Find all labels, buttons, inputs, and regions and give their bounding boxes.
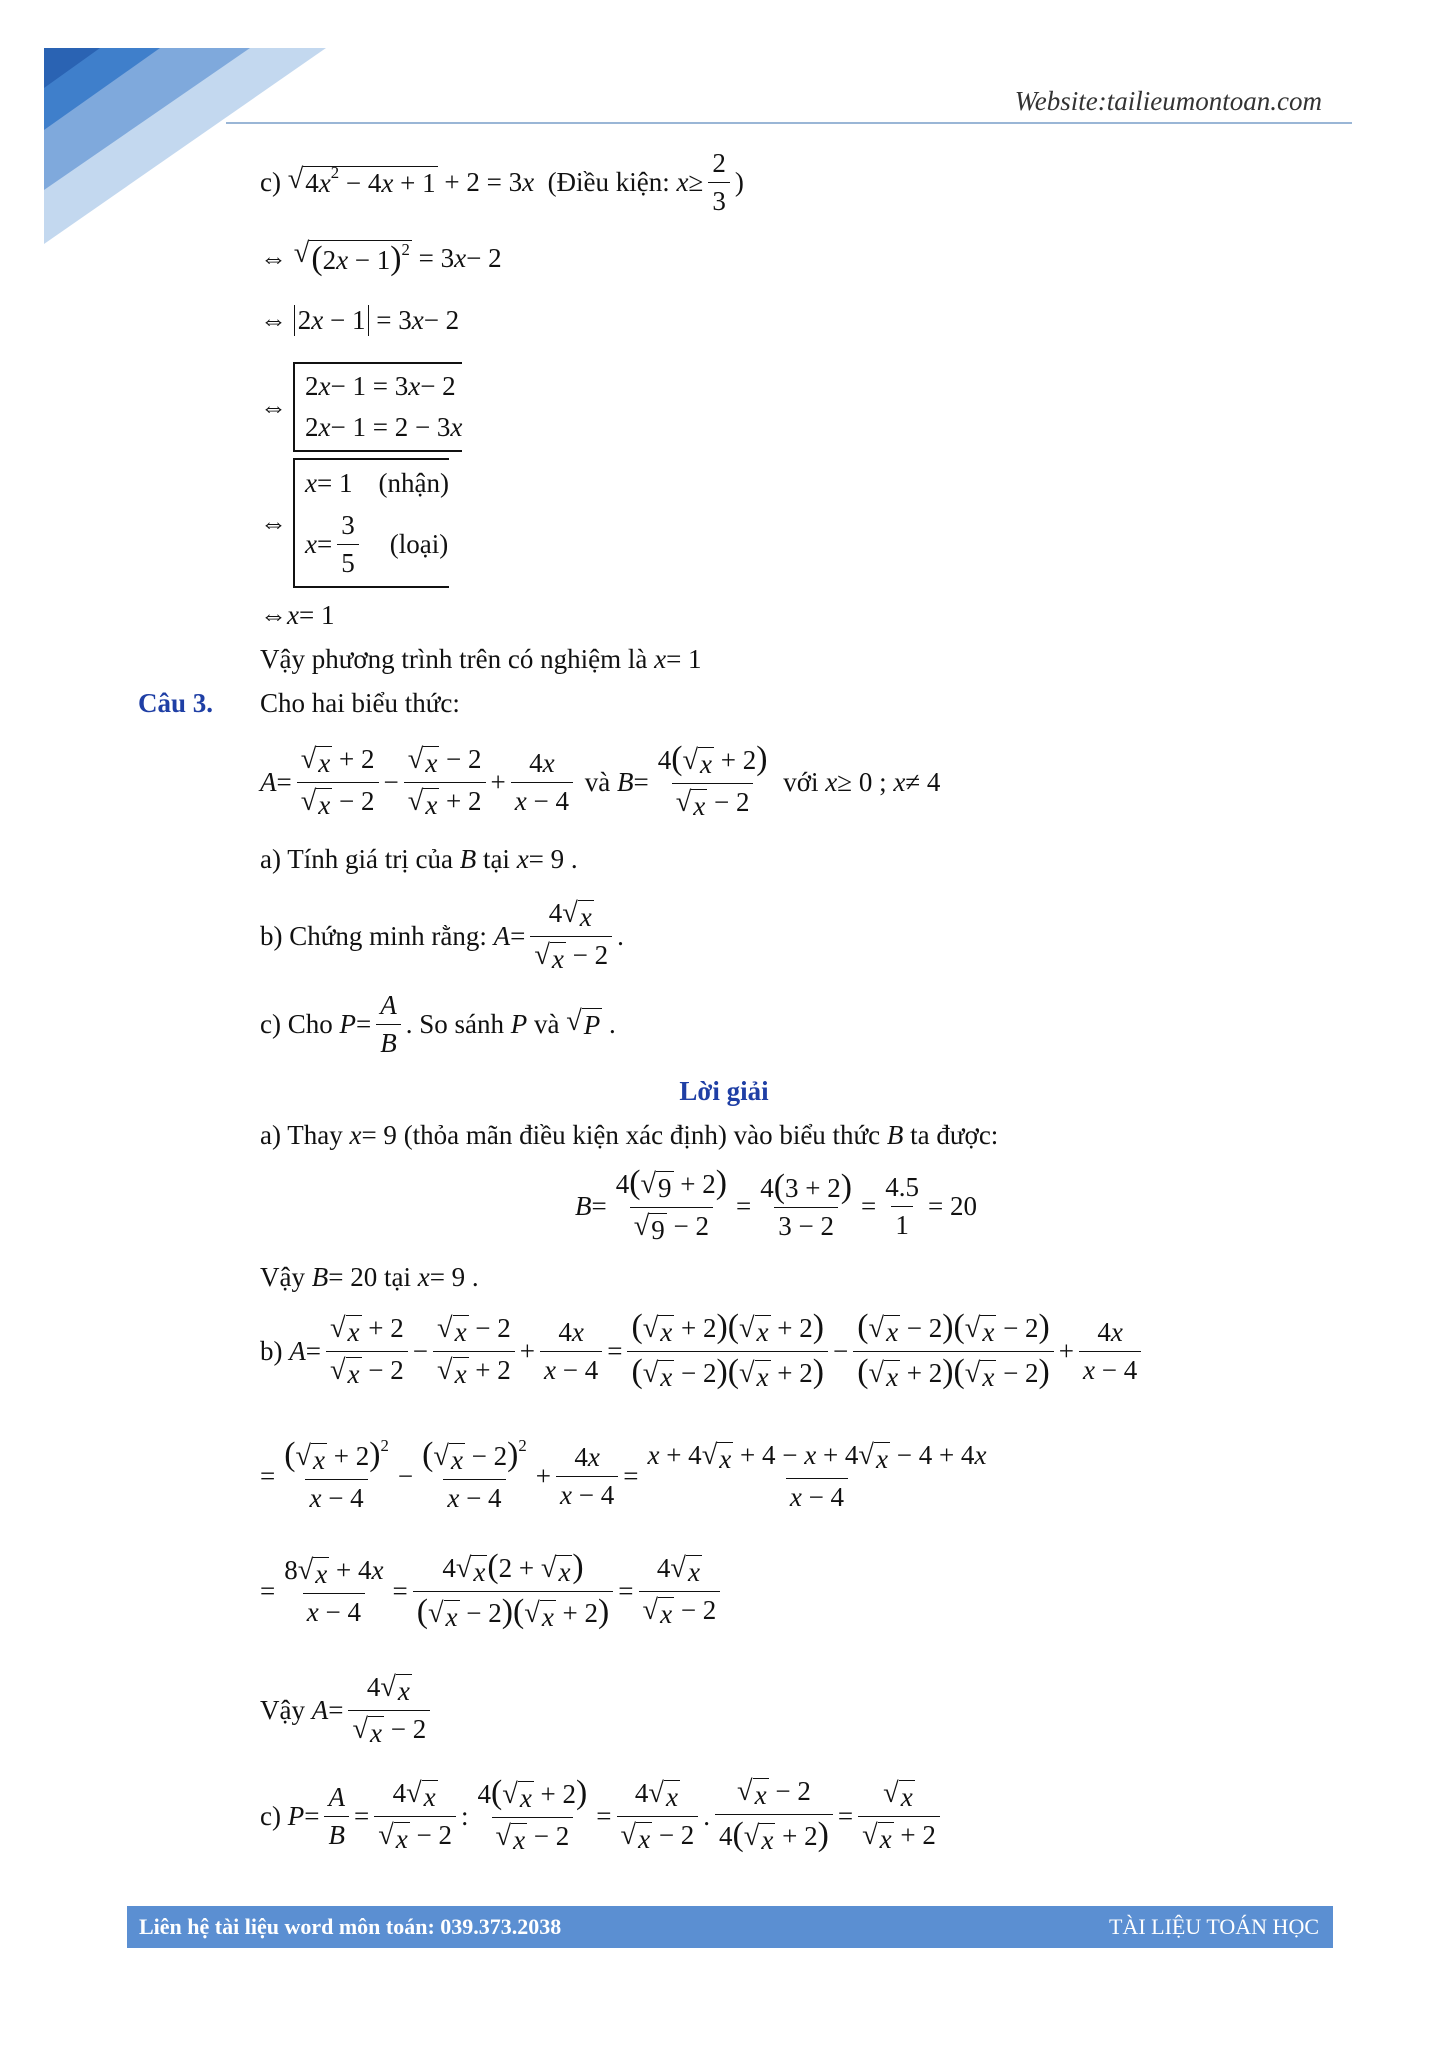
step-2: ⇔ 2x − 1 = 3 x − 2 <box>260 305 460 335</box>
solution-c-line: c) P = $\frac{A}{B}$ = 4 √ x √ x − 2 : 4( √ x + 2) √ x − 2 = 4 √ x √ x − 2 . √ x − 2 4( √ x + 2) = √ x √ x + 2 <box>260 1776 945 1856</box>
step-3: ⇔ 2 x − 1 = 3 x − 2 2 x − 1 = 2 − 3 x <box>260 362 462 452</box>
solution-a-intro: a) Thay x = 9 (thỏa mãn điều kiện xác định) vào biểu thức B ta được: <box>260 1120 999 1150</box>
footer-contact: Liên hệ tài liệu word môn toán: 039.373.2038 <box>139 1914 562 1939</box>
step-5: ⇔ x = 1 <box>260 600 335 630</box>
footer-bar <box>127 1906 1333 1948</box>
solution-b-conclusion: Vậy A = 4 √ x √ x − 2 <box>260 1672 435 1749</box>
solution-a-conclusion: Vậy B = 20 tại x = 9 . <box>260 1262 479 1292</box>
accepted-label: (nhận) <box>378 467 449 498</box>
step-4: ⇔ x = 1 (nhận) x = $\frac{3}{5}$ (loại) <box>260 458 449 588</box>
part-c-label: c) <box>260 167 281 197</box>
expressions-A-B: A = √ x + 2 √ x − 2 − √ x − 2 √ x + 2 + $\frac{4x}{x - 4}$ và B = 4( √ x + 2) √ x − 2 với x ≥ 0 ; x ≠ 4 <box>260 740 941 821</box>
solution-a-calc: B = 4( √ 9 + 2) √ 9 − 2 = $\frac{4(3 + 2)}{3 - 2}$ = $\frac{4.5}{1}$ = 20 <box>575 1164 977 1245</box>
conclusion-1: Vậy phương trình trên có nghiệm là x = 1 <box>260 644 702 674</box>
part-c-equation: c) √ $4x^2 - 4x + 1$ + 2 = 3 x (Điều kiện: x ≥ $\frac{2}{3}$ ) <box>260 148 744 216</box>
solution-title: Lời giải <box>679 1076 769 1106</box>
solution-b-line-3: = 8 √ x + 4x x − 4 = 4 √ x (2 + √ x ) ( √ x − 2)( √ x + 2) = 4 √ x √ x − 2 <box>260 1550 725 1633</box>
step-1: ⇔ √ $(2x - 1)^2$ = 3 x − 2 <box>260 238 502 277</box>
question-3-intro: Cho hai biểu thức: <box>260 688 460 718</box>
question-b: b) Chứng minh rằng: A = 4 √ x √ x − 2 . <box>260 898 624 974</box>
question-a: a) Tính giá trị của B tại x = 9 . <box>260 844 578 874</box>
rejected-label: (loại) <box>389 528 449 559</box>
question-3-label: Câu 3. <box>138 688 214 718</box>
condition-text: (Điều kiện: <box>547 167 670 197</box>
question-c: c) Cho P = $\frac{A}{B}$ . So sánh P và √ P . <box>260 990 616 1058</box>
header-rule <box>226 122 1352 124</box>
footer-brand: TÀI LIỆU TOÁN HỌC <box>1109 1914 1319 1939</box>
website-header: Website:tailieumontoan.com <box>1014 86 1322 116</box>
solution-b-line-1: b) A = √ x + 2 √ x − 2 − √ x − 2 √ x + 2 + $\frac{4x}{x - 4}$ = ( √ x + 2)( √ x + 2) ( √ x − 2)( √ x + 2) − ( √ x − 2)( √ x − 2) ( √ x + 2)( √ x − 2) + $\frac{4x}{x - 4}$ <box>260 1310 1146 1393</box>
solution-b-line-2: = ( √ x + 2)$^2$ x − 4 − ( √ x − 2)$^2$ x − 4 + $\frac{4x}{x - 4}$ = x + 4 √ x + 4 − x + 4 √ x − 4 + 4x x − 4 <box>260 1435 987 1513</box>
